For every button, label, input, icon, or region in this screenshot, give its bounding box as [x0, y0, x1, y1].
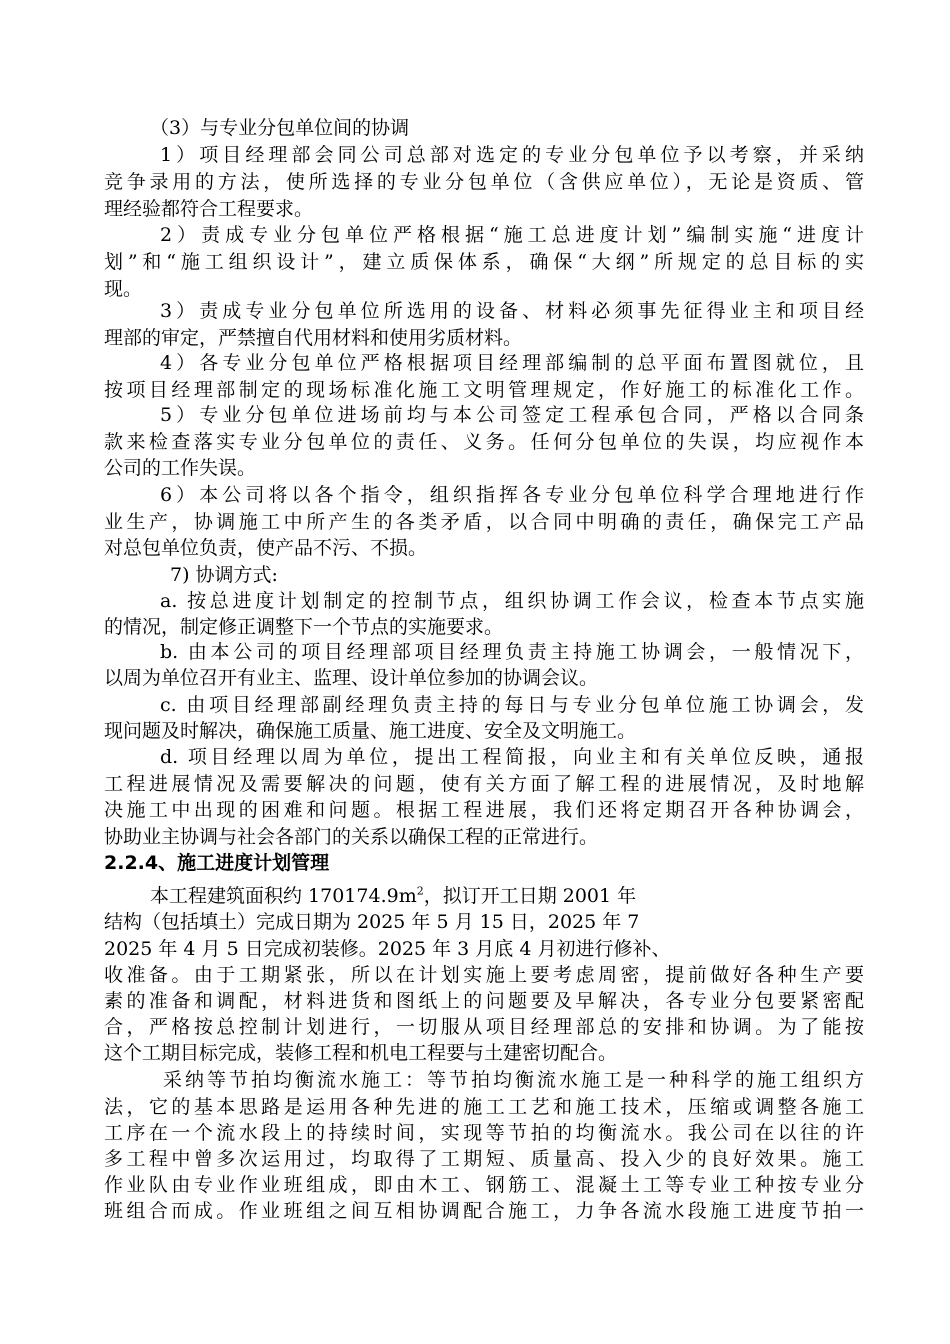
text-line: a. 按总进度计划制定的控制节点，组织协调工作会议，检查本节点实施	[160, 590, 864, 612]
text-line: 法，它的基本思路是运用各种先进的施工工艺和施工技术，压缩或调整各施工	[104, 1096, 864, 1118]
text-line: 5）专业分包单位进场前均与本公司签定工程承包合同，严格以合同条	[160, 404, 864, 426]
text-line: 作业队由专业作业班组成，即由木工、钢筋工、混凝土工等专业工种按专业分	[104, 1174, 864, 1196]
text-line: 理部的审定，严禁擅自代用材料和使用劣质材料。	[104, 327, 523, 349]
text-line: 竞争录用的方法，使所选择的专业分包单位（含供应单位），无论是资质、管	[104, 171, 864, 193]
text-line: 采纳等节拍均衡流水施工：等节拍均衡流水施工是一种科学的施工组织方	[163, 1069, 864, 1091]
text-line: b. 由本公司的项目经理部项目经理负责主持施工协调会，一般情况下，	[160, 641, 864, 663]
subsection-title: （3）与专业分包单位间的协调	[150, 117, 410, 139]
text-line: 的情况，制定修正调整下一个节点的实施要求。	[104, 616, 504, 638]
text-line: 工序在一个流水段上的持续时间，实现等节拍的均衡流水。我公司在以往的许	[104, 1122, 864, 1144]
text-line: 本工程建筑面积约 $170174.9m^2$，拟订开工日期 2001 年	[150, 884, 637, 907]
text-line: 划”和“施工组织设计”，建立质保体系，确保“大纲”所规定的总目标的实	[104, 251, 864, 273]
text-line: 对总包单位负责，使产品不污、不损。	[104, 537, 428, 559]
text-line: 素的准备和调配，材料进货和图纸上的问题要及早解决，各专业分包要紧密配	[104, 990, 864, 1012]
text-line: 以周为单位召开有业主、监理、设计单位参加的协调会议。	[104, 667, 599, 689]
text-line: 现。	[104, 278, 143, 300]
text-line: d. 项目经理以周为单位，提出工程简报，向业主和有关单位反映，通报	[160, 746, 864, 768]
text-line: 7) 协调方式:	[170, 564, 278, 586]
text-line: 理经验都符合工程要求。	[104, 198, 314, 220]
text-line: 6）本公司将以各个指令，组织指挥各专业分包单位科学合理地进行作	[160, 484, 864, 506]
text-line: 2025 年 4 月 5 日完成初装修。2025 年 3 月底 4 月初进行修补、	[104, 938, 671, 960]
section-heading: 2.2.4、施工进度计划管理	[104, 852, 330, 874]
text-line: 工程进展情况及需要解决的问题，使有关方面了解工程的进展情况，及时地解	[104, 773, 864, 795]
text-line: 1）项目经理部会同公司总部对选定的专业分包单位予以考察，并采纳	[160, 144, 864, 166]
text-line: 收准备。由于工期紧张，所以在计划实施上要考虑周密，提前做好各种生产要	[104, 964, 864, 986]
text-line: 协助业主协调与社会各部门的关系以确保工程的正常进行。	[104, 826, 599, 848]
text-line: 结构（包括填土）完成日期为 2025 年 5 月 15 日，2025 年 7	[104, 911, 640, 933]
text-line: 多工程中曾多次运用过，均取得了工期短、质量高、投入少的良好效果。施工	[104, 1148, 864, 1170]
text-line: 按项目经理部制定的现场标准化施工文明管理规定，作好施工的标准化工作。	[104, 379, 864, 401]
text-line: 款来检查落实专业分包单位的责任、义务。任何分包单位的失误，均应视作本	[104, 431, 864, 453]
text-line: 4）各专业分包单位严格根据项目经理部编制的总平面布置图就位，且	[160, 352, 864, 374]
text-line: 班组合而成。作业班组之间互相协调配合施工，力争各流水段施工进度节拍一	[104, 1200, 864, 1222]
text-line: 公司的工作失误。	[104, 457, 257, 479]
text-line: 3）责成专业分包单位所选用的设备、材料必须事先征得业主和项目经	[160, 300, 864, 322]
text-line: 2）责成专业分包单位严格根据“施工总进度计划”编制实施“进度计	[160, 224, 864, 246]
text-line: 业生产，协调施工中所产生的各类矛盾，以合同中明确的责任，确保完工产品	[104, 511, 864, 533]
text-line: c. 由项目经理部副经理负责主持的每日与专业分包单位施工协调会，发	[160, 694, 864, 716]
text-line: 现问题及时解决，确保施工质量、施工进度、安全及文明施工。	[104, 720, 637, 742]
text-line: 这个工期目标完成，装修工程和机电工程要与土建密切配合。	[104, 1042, 618, 1064]
text-line: 合，严格按总控制计划进行，一切服从项目经理部总的安排和协调。为了能按	[104, 1016, 864, 1038]
text-line: 决施工中出现的困难和问题。根据工程进展，我们还将定期召开各种协调会，	[104, 799, 864, 821]
